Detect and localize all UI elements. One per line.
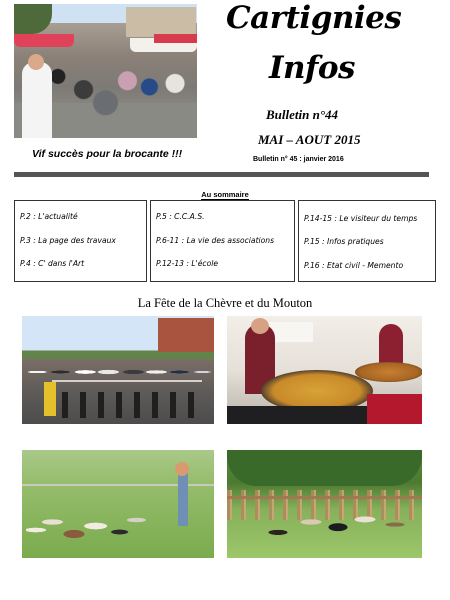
divider-band: [14, 172, 429, 177]
masthead-title-line2: Infos: [269, 50, 356, 86]
bulletin-number: Bulletin n°44: [266, 107, 339, 122]
brocante-caption: Vif succès pour la brocante !!!: [32, 148, 183, 160]
masthead-title-line1: Cartignies: [226, 0, 402, 36]
brocante-photo: [14, 4, 197, 138]
paella-photo: [227, 316, 422, 424]
toc-column-3: [298, 200, 436, 282]
toc-item[interactable]: P.5 : C.C.A.S.: [156, 212, 205, 221]
bulletin-period: MAI – AOUT 2015: [258, 132, 361, 147]
sheep-field-photo: [22, 450, 214, 558]
feature-title: La Fête de la Chèvre et du Mouton: [137, 296, 313, 310]
toc-item[interactable]: P.15 : Infos pratiques: [304, 237, 384, 246]
toc-item[interactable]: P.12-13 : L'école: [156, 259, 218, 268]
toc-item[interactable]: P.6-11 : La vie des associations: [156, 236, 275, 245]
ribbon-cutting-photo: [22, 316, 214, 424]
toc-item[interactable]: P.2 : L'actualité: [20, 212, 78, 221]
toc-column-1: [14, 200, 147, 282]
goats-photo: [227, 450, 422, 558]
toc-item[interactable]: P.14-15 : Le visiteur du temps: [304, 214, 418, 223]
toc-item[interactable]: P.3 : La page des travaux: [20, 236, 116, 245]
toc-item[interactable]: P.16 : Etat civil - Memento: [304, 261, 404, 270]
next-issue-note: Bulletin n° 45 : janvier 2016: [253, 156, 344, 163]
toc-column-2: [150, 200, 295, 282]
sommaire-title: Au sommaire: [201, 190, 249, 199]
toc-item[interactable]: P.4 : C' dans l'Art: [20, 259, 85, 268]
